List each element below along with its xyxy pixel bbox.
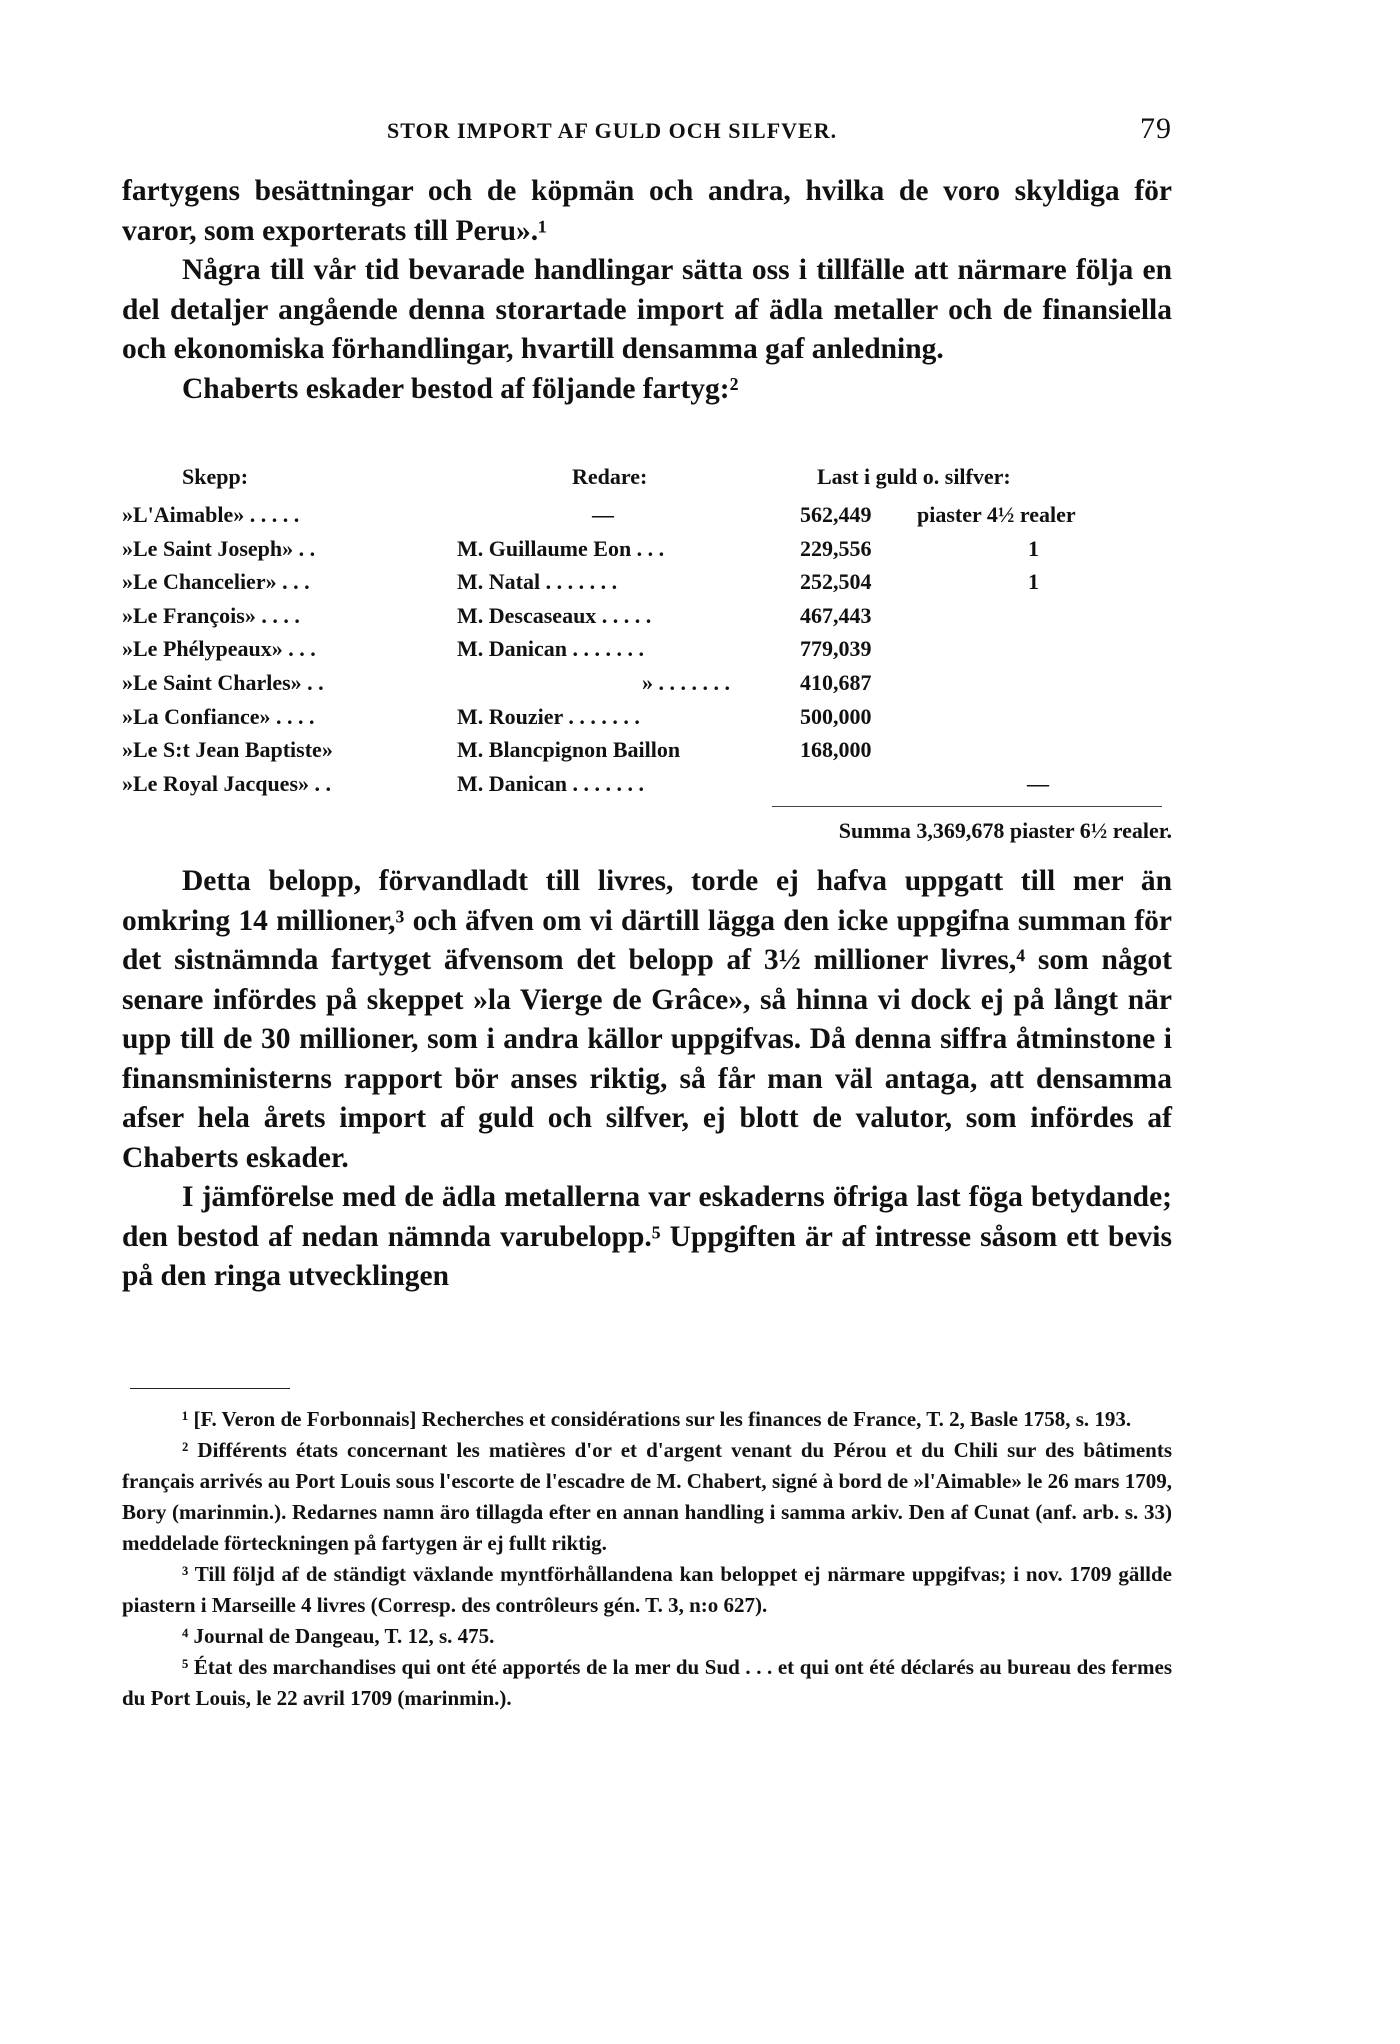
cell-owner: M. Danican . . . . . . . <box>457 770 644 796</box>
footnote: ² Différents états concernant les matières d'or et d'argent venant du Pérou et du Chili sur des bâtiments français arrivés au Port Louis sous l'escorte de l'escadre de M. Chabert, signé à bord de »l'Aimable» le 26 mars 1709, Bory (marinmin.). Redarnes namn äro tillagda efter en annan handling i samma arkiv. Den af Cunat (anf. arb. s. 33) meddelade förteckningen på fartygen är ej fullt riktig. <box>122 1438 1172 1555</box>
paragraph: Chaberts eskader bestod af följande fartyg:² <box>182 372 739 405</box>
footnote: ³ Till följd af de ständigt växlande myntförhållandena kan beloppet ej närmare uppgifvas; i nov. 1709 gällde piastern i Marseille 4 livres (Corresp. des contrôleurs gén. T. 3, n:o 627). <box>122 1562 1172 1617</box>
body-section-2 <box>122 862 1172 1297</box>
footnote: ⁵ État des marchandises qui ont été apportés de la mer du Sud . . . et qui ont été déclarés au bureau des fermes du Port Louis, le 22 avril 1709 (marinmin.). <box>122 1655 1172 1710</box>
cell-amount: 562,449 <box>800 502 872 527</box>
paragraph: I jämförelse med de ädla metallerna var eskaderns öfriga last föga betydande; den bestod af nedan nämnda varubelopp.⁵ Uppgiften är af intresse såsom ett bevis på den ringa utvecklingen <box>122 1181 1172 1292</box>
cell-amount: 229,556 <box>800 535 872 561</box>
paragraph: Detta belopp, förvandladt till livres, torde ej hafva uppgatt till mer än omkring 14 millioner,³ och äfven om vi därtill lägga den icke uppgifna summan för det sistnämnda fartyget äfvensom det belopp af 3½ millioner livres,⁴ som något senare infördes på skeppet »la Vierge de Grâce», så hinna vi dock ej på långt när upp till de 30 millioner, som i andra källor uppgifvas. Då denna siffra åtminstone i finansministerns rapport bör anses riktig, så får man väl antaga, att densamma afser hela årets import af guld och silfver, ej blott de valutor, som infördes af Chaberts eskader. <box>122 865 1172 1174</box>
table-row <box>122 536 1172 570</box>
cell-ship: »Le S:t Jean Baptiste» <box>122 737 333 763</box>
cell-amount: 252,504 <box>800 569 872 595</box>
cell-ship: »Le François» . . . . <box>122 602 300 628</box>
table-row <box>122 737 1172 771</box>
cell-ship: »Le Chancelier» . . . <box>122 569 310 595</box>
cell-ship: »Le Royal Jacques» . . <box>122 770 331 796</box>
footnote: ¹ [F. Veron de Forbonnais] Recherches et considérations sur les finances de France, T. 2, Basle 1758, s. 193. <box>182 1407 1132 1431</box>
sum-rule <box>772 806 1162 807</box>
cell-owner: M. Descaseaux . . . . . <box>457 602 652 628</box>
cell-amount: 500,000 <box>800 703 872 729</box>
column-header-cargo: Last i guld o. silfver: <box>817 464 1011 489</box>
cell-owner: M. Natal . . . . . . . <box>457 569 618 595</box>
column-header-owner: Redare: <box>572 464 648 489</box>
cell-ship: »Le Saint Charles» . . <box>122 669 324 695</box>
page-number: 79 <box>1140 112 1172 145</box>
footnotes <box>122 1404 1172 1714</box>
body-section-1 <box>122 172 1172 409</box>
cell-owner: M. Danican . . . . . . . <box>457 636 644 662</box>
cell-unit: piaster 4½ realer <box>917 502 1076 527</box>
cell-amount: 467,443 <box>800 602 872 628</box>
cell-unit: 1 <box>1028 569 1039 595</box>
paragraph: Några till vår tid bevarade handlingar sätta oss i tillfälle att närmare följa en del detaljer angående denna storartade import af ädla metaller och de finansiella och ekonomiska förhandlingar, hvartill densamma gaf anledning. <box>122 254 1172 365</box>
table-row <box>122 569 1172 603</box>
cell-owner: — <box>592 502 614 527</box>
table-row <box>122 636 1172 670</box>
table-row <box>122 502 1172 536</box>
cell-owner: M. Blancpignon Baillon <box>457 737 681 763</box>
cell-amount: 779,039 <box>800 636 872 662</box>
cell-ship: »Le Phélypeaux» . . . <box>122 636 316 662</box>
footnote-rule <box>130 1388 290 1389</box>
paragraph: fartygens besättningar och de köpmän och andra, hvilka de voro skyldiga för varor, som exporterats till Peru».¹ <box>122 175 1172 247</box>
cell-amount: — <box>1027 770 1049 796</box>
ship-table <box>122 462 1172 804</box>
table-row <box>122 704 1172 738</box>
cell-owner: M. Rouzier . . . . . . . <box>457 703 640 729</box>
column-header-ship: Skepp: <box>182 464 249 489</box>
cell-amount: 168,000 <box>800 737 872 763</box>
cell-ship: »La Confiance» . . . . <box>122 703 315 729</box>
cell-amount: 410,687 <box>800 669 872 695</box>
cell-owner: M. Guillaume Eon . . . <box>457 535 665 561</box>
running-header <box>122 112 1172 152</box>
table-row <box>122 603 1172 637</box>
table-row <box>122 670 1172 704</box>
running-title: STOR IMPORT AF GULD OCH SILFVER. <box>387 118 838 143</box>
table-row <box>122 771 1172 805</box>
table-header <box>122 462 1172 502</box>
cell-ship: »L'Aimable» . . . . . <box>122 502 300 527</box>
footnote: ⁴ Journal de Dangeau, T. 12, s. 475. <box>182 1624 495 1648</box>
cell-owner: » . . . . . . . <box>642 669 730 695</box>
cell-unit: 1 <box>1028 535 1039 561</box>
table-total: Summa 3,369,678 piaster 6½ realer. <box>838 818 1172 843</box>
cell-ship: »Le Saint Joseph» . . <box>122 535 316 561</box>
